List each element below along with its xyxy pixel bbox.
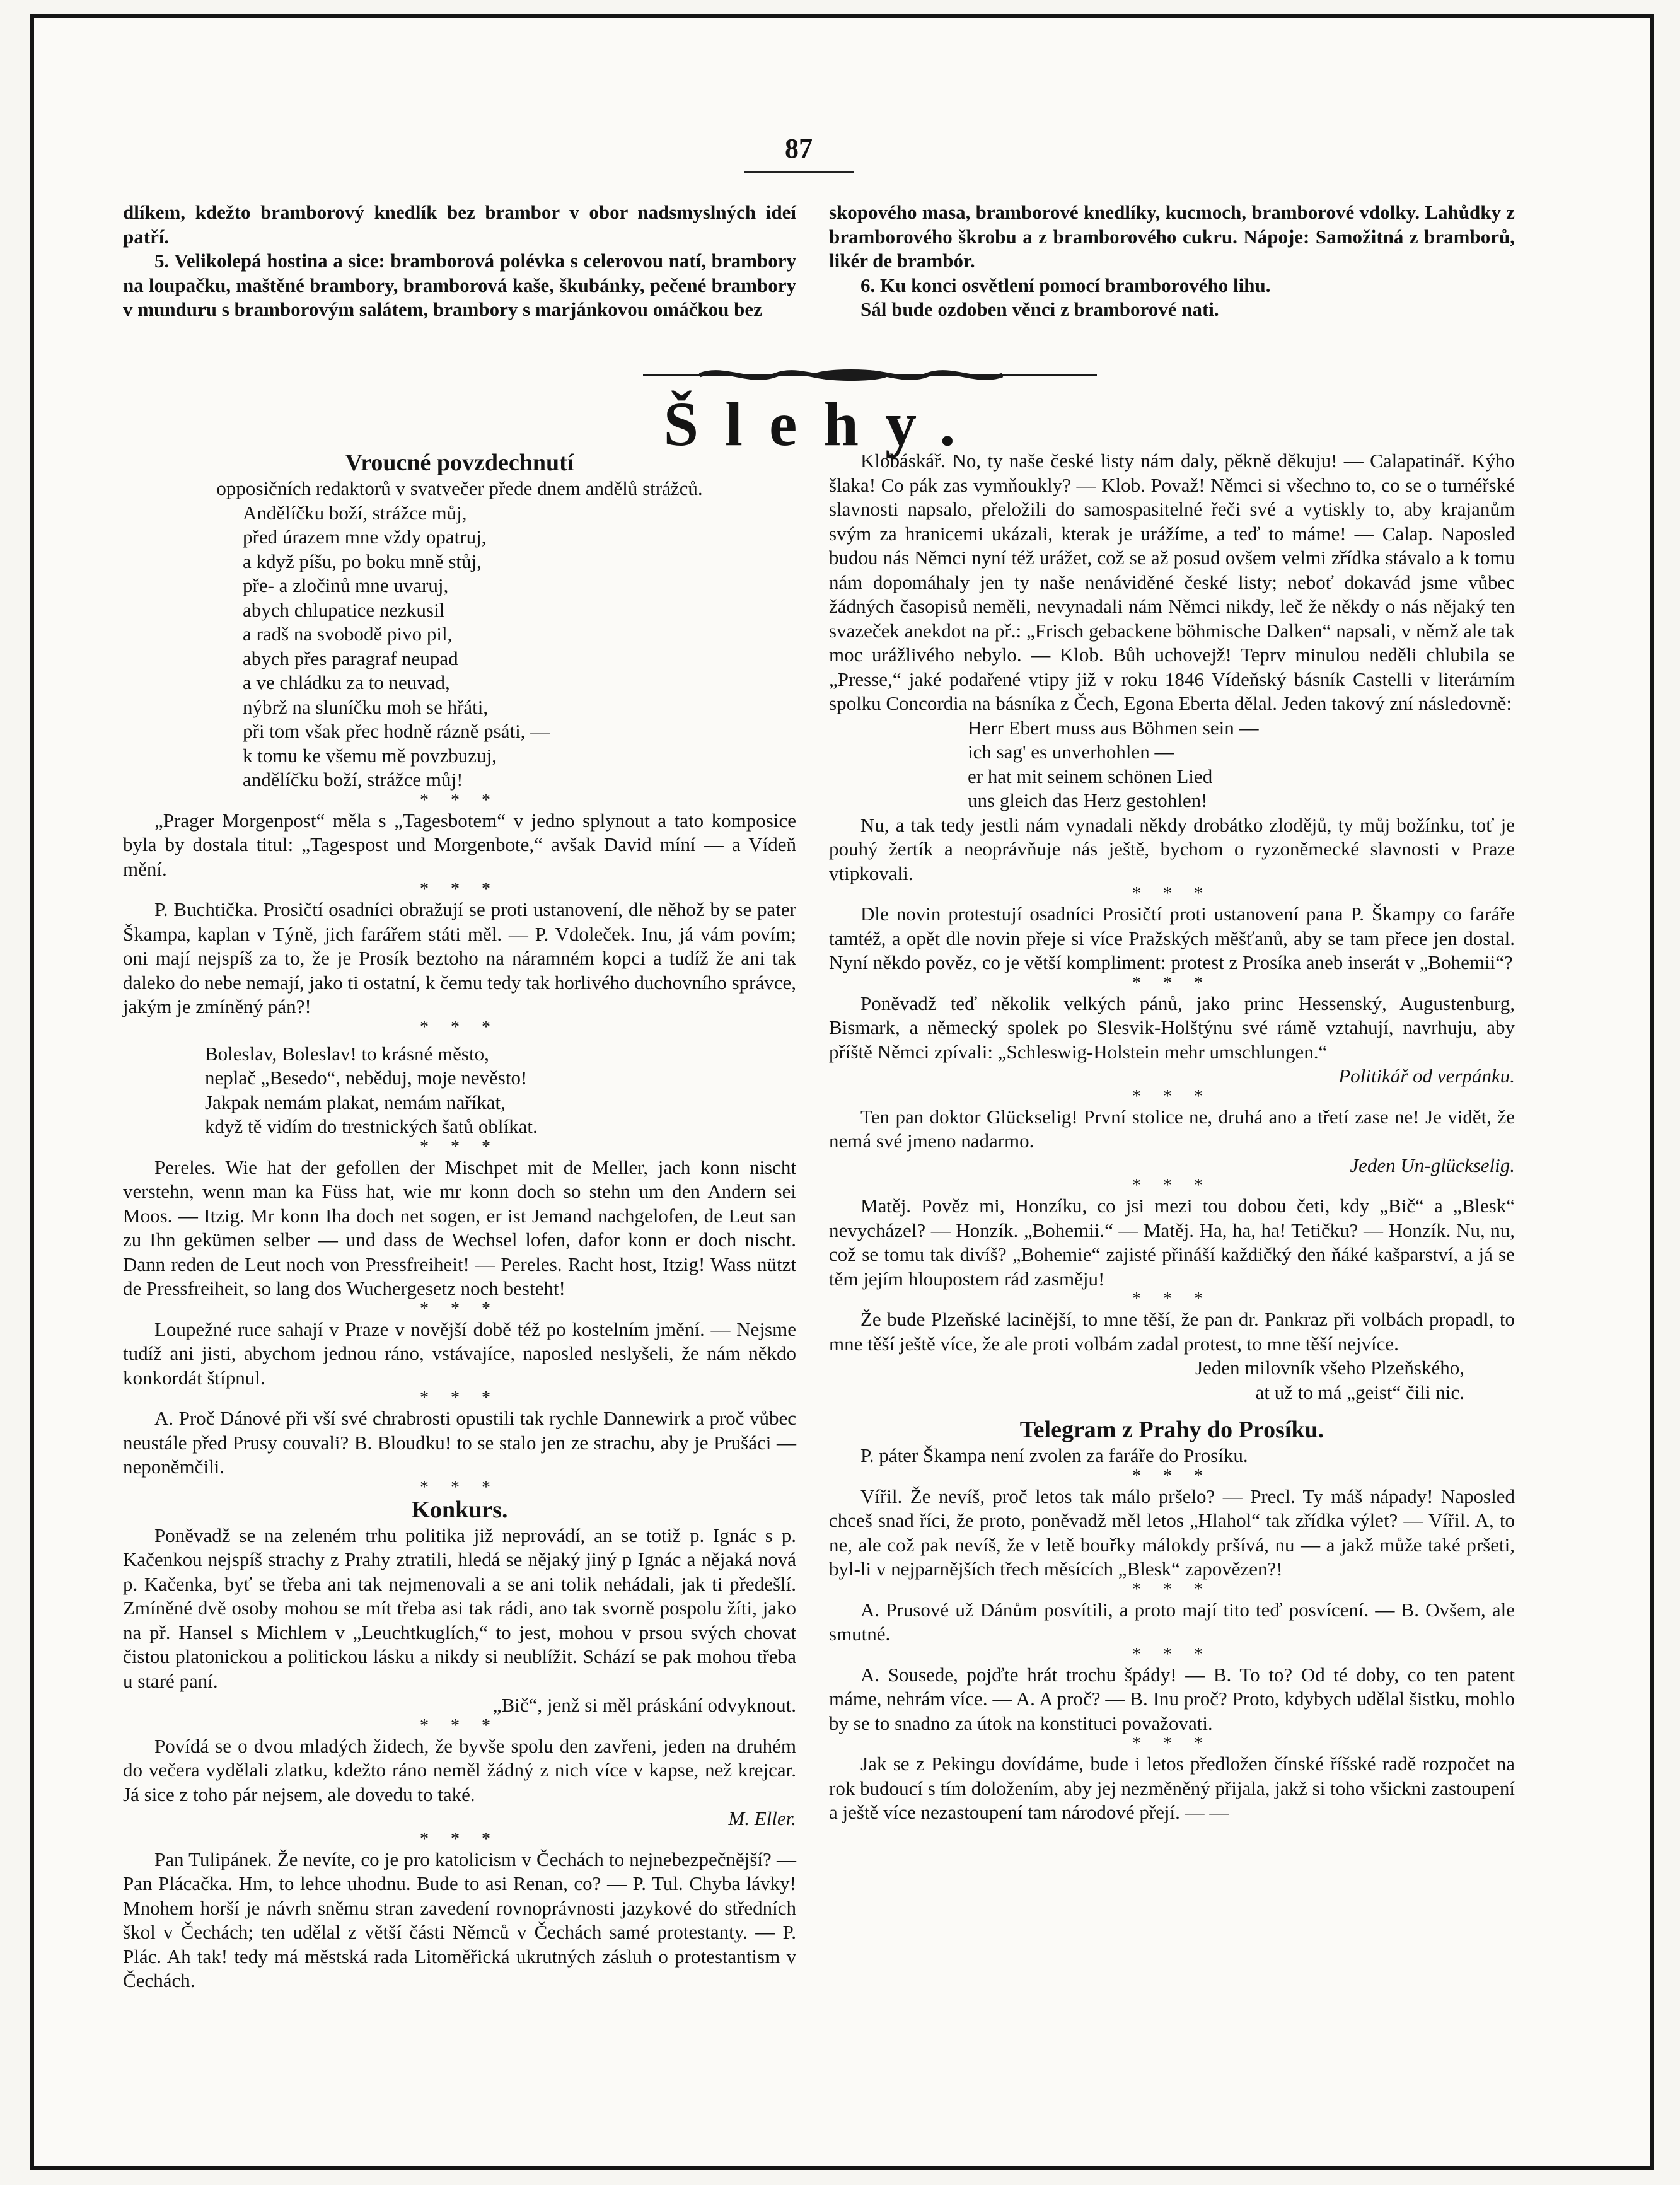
verse-boleslav [123, 1042, 796, 1139]
asterism: * * * [420, 1477, 499, 1497]
poem-line: Andělíčku boží, strážce můj, [243, 501, 467, 524]
left-para-7: Povídá se o dvou mladých židech, že byvše spolu den zavřeni, jeden na druhém do večera vydělali zlatku, kdežto ráno neměl žádný z nich více v kapse, než krejcar. Já sice z toho pár nejsem, ale dovedu to také. [123, 1734, 796, 1805]
poem-line: abych přes paragraf neupad [243, 647, 458, 669]
poem-heading: Vroucné povzdechnutí [345, 449, 574, 476]
page-number-rule [744, 171, 854, 173]
asterism: * * * [1132, 1734, 1212, 1753]
right-para-5: Ten pan doktor Glückselig! První stolice ne, druhá ano a třetí zase ne! Je vidět, že nemá své jmeno nadarmo. [829, 1105, 1515, 1152]
poem-line: nýbrž na sluníčku moh se hřáti, [243, 695, 489, 718]
telegram-heading: Telegram z Prahy do Prosíku. [1019, 1417, 1324, 1443]
asterism: * * * [1132, 1466, 1212, 1486]
right-para-7-signature-2: at už to má „geist“ čili nic. [1255, 1381, 1464, 1403]
right-para-5-signature: Jeden Un-glückselig. [1350, 1154, 1515, 1176]
left-column [123, 449, 796, 1993]
page-title: Šlehy. [663, 389, 982, 459]
right-para-2: Nu, a tak tedy jestli nám vynadali někdy drobátko zlodějů, ty můj božínku, toť je pouhý žertík a neoprávňuje nás ještě, bychom o ryzoněmecké slavnosti v Praze vtipkovali. [829, 813, 1515, 884]
right-para-7: Že bude Plzeňské lacinější, to mne těší, že pan dr. Pankraz při volbách propadl, to mne těší ještě více, že ale proti volbám zadal protest, to mne těší nejvíce. [829, 1308, 1515, 1355]
left-para-1: „Prager Morgenpost“ měla s „Tagesbotem“ v jedno splynout a tato komposice byla by dostala titul: „Tagespost und Morgenbote,“ avšak David míní — a Vídeň mění. [123, 809, 796, 880]
verse-line: když tě vidím do trestnických šatů oblíkat. [205, 1115, 538, 1137]
top-right-para-1: skopového masa, bramborové knedlíky, kucmoch, bramborové vdolky. Lahůdky z bramborového škrobu a z bramborového cukru. Nápoje: Samožitná z bramborů, likér de brambór. [829, 201, 1515, 272]
konkurs-heading: Konkurs. [411, 1496, 508, 1523]
right-para-11: Jak se z Pekingu dovídáme, bude i letos předložen čínské říšské radě rozpočet na rok budoucí s tím doložením, aby jej nezměněný přijala, jakž si toho všickni zastoupení a ještě více nezastoupení tam národové přejí. — — [829, 1753, 1515, 1823]
asterism: * * * [1132, 1086, 1212, 1106]
poem-subtitle: opposičních redaktorů v svatvečer přede dnem andělů strážců. [216, 477, 703, 499]
poem-line: andělíčku boží, strážce můj! [243, 768, 463, 791]
asterism: * * * [1132, 1289, 1212, 1309]
poem-line: a když píšu, po boku mně stůj, [243, 550, 482, 572]
poem-line: před úrazem mne vždy opatruj, [243, 526, 487, 548]
top-left-column [123, 200, 796, 322]
asterism: * * * [420, 1715, 499, 1736]
asterism: * * * [420, 1388, 499, 1408]
poem-line: abych chlupatice nezkusil [243, 598, 445, 621]
asterism: * * * [1132, 1579, 1212, 1599]
poem-line: pře- a zločinů mne uvaruj, [243, 574, 449, 596]
poem [123, 501, 796, 792]
left-para-7-signature: M. Eller. [728, 1807, 796, 1829]
asterism: * * * [420, 1017, 499, 1037]
verse-line: uns gleich das Herz gestohlen! [968, 789, 1208, 811]
verse-line: er hat mit seinem schönen Lied [968, 765, 1213, 787]
verse-line: Boleslav, Boleslav! to krásné město, [205, 1042, 489, 1065]
asterism: * * * [420, 1137, 499, 1157]
asterism: * * * [420, 1829, 499, 1849]
asterism: * * * [420, 879, 499, 899]
asterism: * * * [1132, 973, 1212, 993]
asterism: * * * [1132, 884, 1212, 903]
right-para-7-signature-1: Jeden milovník všeho Plzeňského, [1195, 1357, 1464, 1379]
right-para-10: A. Sousede, pojďte hrát trochu špády! — B. To to? Od té doby, co ten patent máme, nehrám více. — A. A proč? — B. Inu proč? Proto, kdybych udělal šistku, mohlo by se to snadno za útok na konstituci považovati. [829, 1663, 1515, 1734]
right-para-3: Dle novin protestují osadníci Prosičtí proti ustanovení pana P. Škampy co faráře tamtéž, a opět dle novin přeje si více Pražských měšťanů, aby se tam přece jen dostal. Nyní někdo pověz, co je větší kompliment: protest z Prosíka aneb inserát v „Bohemii“? [829, 903, 1515, 973]
poem-line: při tom však přec hodně rázně psáti, — [243, 720, 550, 742]
top-left-para-2: 5. Velikolepá hostina a sice: bramborová polévka s celerovou natí, brambory na loupačku, maštěné brambory, bramborová kaše, škubánky, pečené brambory v munduru s bramborovým salátem, brambory s marjánkovou omáčkou bez [123, 250, 796, 320]
telegram-subtitle: P. páter Škampa není zvolen za faráře do Prosíku. [860, 1444, 1248, 1466]
right-para-9: A. Prusové už Dánům posvítili, a proto mají tito teď posvícení. — B. Ovšem, ale smutné. [829, 1598, 1515, 1645]
poem-line: a ve chládku za to neuvad, [243, 671, 450, 693]
left-para-2: P. Buchtička. Prosičtí osadníci obražují se proti ustanovení, dle něhož by se pater Škampa, kaplan v Týně, jich farářem státi měl. — P. Vdoleček. Inu, já vám povím; oni mají nejspíš za to, že je Prosík beztoho na náramném kopci a tudíž že ani tak daleko do nebe nemají, jako ti ostatní, k čemu tedy tak horlivého duchovního správce, jakým je zmíněný pán?! [123, 898, 796, 1017]
left-para-4: Loupežné ruce sahají v Praze v novější době též po kostelním jmění. — Nejsme tudíž ani jisti, abychom jednou ráno, vstávajíce, naposled neslyšeli, že nám někdo konkordát štípnul. [123, 1318, 796, 1389]
right-para-4-signature: Politikář od verpánku. [1338, 1065, 1515, 1087]
left-para-6-signature: „Bič“, jenž si měl práskání odvyknout. [492, 1694, 796, 1716]
verse-line: ich sag' es unverhohlen — [968, 741, 1174, 763]
left-para-8: Pan Tulipánek. Že nevíte, co je pro katolicism v Čechách to nejnebezpečnější? — Pan Plácačka. Hm, to lehce uhodnu. Bude to asi Renan, co? — P. Tul. Chyba lávky! Mnohem horší je návrh sněmu stran zavedení rovnoprávnosti jazykové do středních škol v Čechách; ten udělal z větší části Němců v Čechách samé protestanty. — P. Plác. Ah tak! tedy má městská rada Litoměřická ukrutných zásluh o protestantism v Čechách. [123, 1848, 796, 1991]
top-right-column [829, 200, 1515, 322]
verse-ebert [829, 716, 1515, 813]
poem-line: a radš na svobodě pivo pil, [243, 623, 453, 645]
asterism: * * * [1132, 1644, 1212, 1664]
poem-line: k tomu ke všemu mě povzbuzuj, [243, 744, 497, 767]
right-column [829, 449, 1515, 1825]
top-left-para-1: dlíkem, kdežto bramborový knedlík bez brambor v obor nadsmyslných ideí patří. [123, 201, 796, 248]
top-right-para-2: 6. Ku konci osvětlení pomocí bramborového lihu. [860, 274, 1271, 296]
page-number: 87 [785, 133, 813, 164]
verse-line: neplač „Besedo“, neběduj, moje nevěsto! [205, 1067, 528, 1089]
right-para-4: Poněvadž teď několik velkých pánů, jako princ Hessenský, Augustenburg, Bismark, a německý spolek po Slesvik-Holštýnu své rámě vztahují, navrhuju, aby příště Němci zpívali: „Schleswig-Holstein mehr umschlungen.“ [829, 992, 1515, 1063]
verse-line: Jakpak nemám plakat, nemám naříkat, [205, 1091, 506, 1113]
left-para-5: A. Proč Dánové při vší své chrabrosti opustili tak rychle Dannewirk a proč vůbec neustále před Prusy couvali? B. Bloudku! to se stalo jen ze strachu, aby je Prušáci — neponěmčili. [123, 1407, 796, 1478]
left-para-6: Poněvadž se na zeleném trhu politika již neprovádí, an se totiž p. Ignác s p. Kačenkou nejspíš strachy z Prahy ztratili, hledá se nějaký jiný p Ignác a nějaká nová p. Kačenka, byť se třeba ani tak nejmenovali a se ani tolik nehádali, jak ti předešlí. Zmíněné dvě osoby mohou se mít třeba asi tak rádi, ano tak svorně pospolu žíti, jako na př. Hansel s Michlem v „Leuchtkuglích,“ to jest, mohou v prsou svých chovat čistou platonickou a politickou lásku a nikdy si neublížit. Schází se pak mohou třeba u staré paní. [123, 1524, 796, 1692]
asterism: * * * [1132, 1176, 1212, 1195]
right-para-8: Vířil. Že nevíš, proč letos tak málo pršelo? — Precl. Ty máš nápady! Naposled chceš snad říci, že proto, poněvadž měl letos „Hlahol“ tak zřídka výlet? — Vířil. A, to ne, ale což pak nevíš, že v letě bouřky málokdy pršívá, nu — a jakž může také pršeti, byl-li v nejparnějších třech měsících „Blesk“ zapovězen?! [829, 1485, 1515, 1580]
verse-line: Herr Ebert muss aus Böhmen sein — [968, 716, 1259, 739]
ornament-divider [643, 366, 1097, 385]
right-para-6: Matěj. Pověz mi, Honzíku, co jsi mezi tou dobou četi, kdy „Bič“ a „Blesk“ nevycházel? — Honzík. „Bohemii.“ — Matěj. Ha, ha, ha! Tetičku? — Honzík. Nu, nu, což se tomu tak divíš? „Bohemie“ zajisté přináší každičký den ňáké kašparství, a já se těm jejím hloupostem rád zasměju! [829, 1195, 1515, 1290]
asterism: * * * [420, 1299, 499, 1319]
left-para-3: Pereles. Wie hat der gefollen der Mischpet mit de Meller, jach konn nischt verstehn, wenn man ka Füss hat, wie mr konn doch so stehn um den Andern sei Moos. — Itzig. Mr konn Iha doch net sogen, er ist Jemand nachgelofen, de Leut san zu Ihn gekümen selber — und dass de Wechsel lofen, dafor konn er doch nischt. Dann reden de Leut noch von Pressfreiheit! — Pereles. Racht host, Itzig! Wass nützt de Pressfreiheit, so lang dos Wuchergesetz noch besteht! [123, 1156, 796, 1299]
top-right-para-3: Sál bude ozdoben věnci z bramborové nati. [860, 298, 1219, 320]
right-para-1: Klobáskář. No, ty naše české listy nám daly, pěkně děkuju! — Calapatinář. Kýho šlaka! Co pák zas vymňoukly? — Klob. Považ! Němci si všechno to, co se o turnéřské slavnosti napsalo, přeložili do samospasitelné řeči své a vytiskly to, aby krajanům svým za hranicemi ukázali, kterak je urážíme, a teď to máme! — Calap. Naposled budou nás Němci nyní též urážet, což se až posud ovšem velmi zřídka stávalo a k tomu nám dopomáhaly jen ty naše nenáviděné české listy; neboť dokavád jsme vůbec žádných časopisů neměli, nevynadali nám Němci nikdy, leč že někdy o nás nějaký ten svazeček anekdot na př.: „Frisch gebackene böhmische Dalken“ napsali, v němž ale tak moc urážlivého nebylo. — Klob. Bůh uchovejž! Teprv minulou neděli chlubila se „Presse,“ jaké podařené vtipy již v roku 1846 Vídeňský básník Castelli v literárním spolku Concordia na básníka z Čech, Egona Eberta dělal. Jeden takový zní následovně: [829, 449, 1515, 714]
asterism: * * * [420, 790, 499, 810]
